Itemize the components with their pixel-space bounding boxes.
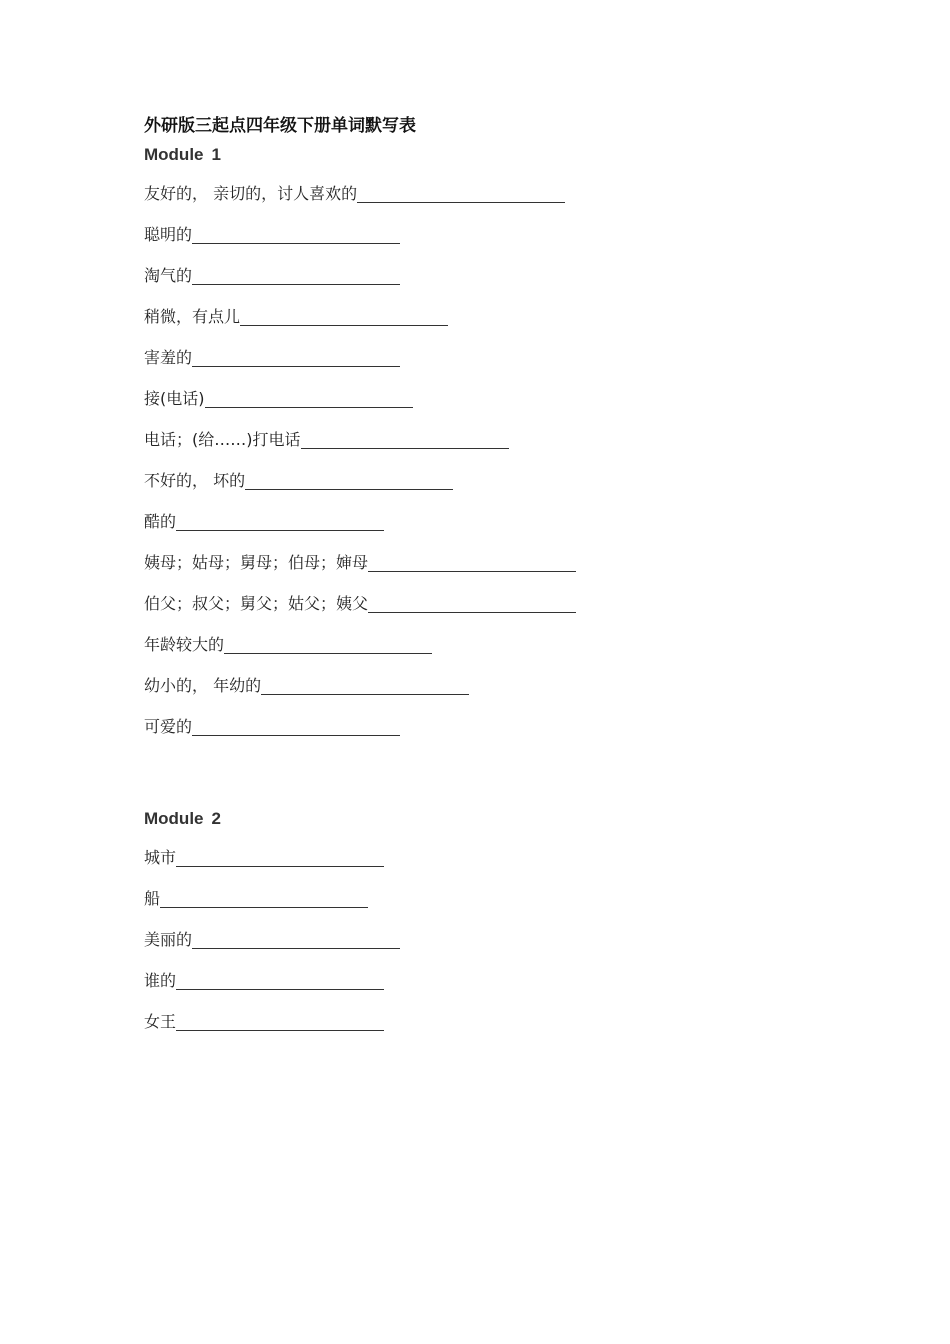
word-item bbox=[144, 222, 824, 263]
word-prompt: 接(电话) bbox=[144, 389, 205, 408]
answer-blank[interactable] bbox=[192, 345, 400, 367]
section-spacer bbox=[144, 755, 824, 804]
word-prompt: 淘气的 bbox=[144, 266, 193, 285]
word-item bbox=[144, 427, 824, 468]
word-prompt: 聪明的 bbox=[144, 225, 193, 244]
word-list bbox=[144, 181, 824, 755]
word-item bbox=[144, 468, 824, 509]
answer-blank[interactable] bbox=[205, 386, 413, 408]
word-item bbox=[144, 181, 824, 222]
word-prompt: 酷的 bbox=[144, 512, 177, 531]
answer-blank[interactable] bbox=[357, 181, 565, 203]
answer-blank[interactable] bbox=[192, 927, 400, 949]
word-item bbox=[144, 673, 824, 714]
word-item bbox=[144, 550, 824, 591]
module-label: Module bbox=[144, 145, 204, 164]
word-list bbox=[144, 845, 824, 1050]
word-prompt: 女王 bbox=[144, 1012, 177, 1031]
word-prompt: 害羞的 bbox=[144, 348, 193, 367]
word-prompt: 伯父；叔父；舅父；姑父；姨父 bbox=[144, 594, 369, 613]
module-label: Module bbox=[144, 809, 204, 828]
word-item bbox=[144, 632, 824, 673]
module-heading bbox=[144, 140, 824, 170]
word-item bbox=[144, 304, 824, 345]
word-item bbox=[144, 263, 824, 304]
word-item bbox=[144, 591, 824, 632]
answer-blank[interactable] bbox=[176, 845, 384, 867]
word-item bbox=[144, 386, 824, 427]
answer-blank[interactable] bbox=[192, 263, 400, 285]
word-prompt: 幼小的， 年幼的 bbox=[144, 676, 262, 695]
module-number: 1 bbox=[211, 145, 221, 164]
word-item bbox=[144, 509, 824, 550]
answer-blank[interactable] bbox=[261, 673, 469, 695]
word-prompt: 稍微，有点儿 bbox=[144, 307, 241, 326]
word-prompt: 姨母；姑母；舅母；伯母；婶母 bbox=[144, 553, 369, 572]
word-item bbox=[144, 345, 824, 386]
answer-blank[interactable] bbox=[176, 1009, 384, 1031]
module-section-1 bbox=[144, 140, 824, 755]
module-heading bbox=[144, 804, 824, 834]
answer-blank[interactable] bbox=[192, 714, 400, 736]
word-prompt: 船 bbox=[144, 889, 161, 908]
word-item bbox=[144, 886, 824, 927]
word-prompt: 城市 bbox=[144, 848, 177, 867]
worksheet-page bbox=[144, 112, 824, 1050]
word-item bbox=[144, 845, 824, 886]
module-number: 2 bbox=[211, 809, 221, 828]
word-prompt: 可爱的 bbox=[144, 717, 193, 736]
answer-blank[interactable] bbox=[160, 886, 368, 908]
module-section-2 bbox=[144, 804, 824, 1050]
word-item bbox=[144, 1009, 824, 1050]
answer-blank[interactable] bbox=[224, 632, 432, 654]
answer-blank[interactable] bbox=[368, 550, 576, 572]
word-prompt: 不好的， 坏的 bbox=[144, 471, 246, 490]
word-prompt: 谁的 bbox=[144, 971, 177, 990]
answer-blank[interactable] bbox=[301, 427, 509, 449]
document-title: 外研版三起点四年级下册单词默写表 bbox=[144, 116, 416, 136]
answer-blank[interactable] bbox=[368, 591, 576, 613]
answer-blank[interactable] bbox=[245, 468, 453, 490]
word-item bbox=[144, 968, 824, 1009]
answer-blank[interactable] bbox=[176, 509, 384, 531]
word-prompt: 美丽的 bbox=[144, 930, 193, 949]
word-prompt: 年龄较大的 bbox=[144, 635, 225, 654]
word-item bbox=[144, 714, 824, 755]
word-prompt: 电话；(给……)打电话 bbox=[144, 430, 301, 449]
word-item bbox=[144, 927, 824, 968]
answer-blank[interactable] bbox=[176, 968, 384, 990]
answer-blank[interactable] bbox=[192, 222, 400, 244]
word-prompt: 友好的， 亲切的，讨人喜欢的 bbox=[144, 184, 358, 203]
answer-blank[interactable] bbox=[240, 304, 448, 326]
